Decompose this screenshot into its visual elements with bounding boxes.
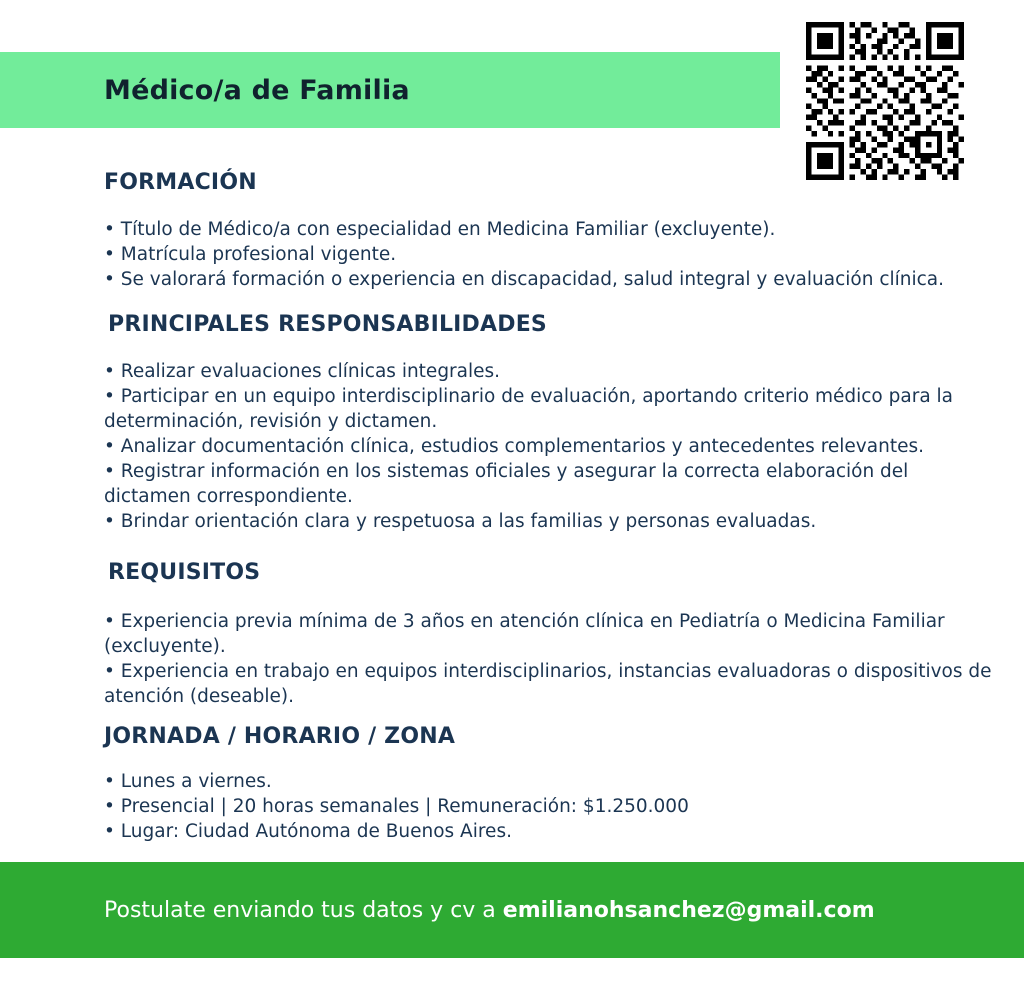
- section-requisitos: [104, 560, 1024, 709]
- list-item: • Brindar orientación clara y respetuosa a las familias y personas evaluadas.: [104, 511, 817, 532]
- section-heading: JORNADA / HORARIO / ZONA: [104, 724, 456, 749]
- list-item: • Realizar evaluaciones clínicas integrales.: [104, 361, 501, 382]
- list-item: • Experiencia en trabajo en equipos interdisciplinarios, instancias evaluadoras o dispositivos de atención (deseable).: [104, 661, 992, 707]
- list-item: • Experiencia previa mínima de 3 años en atención clínica en Pediatría o Medicina Familiar (excluyente).: [104, 611, 945, 657]
- section-responsabilidades: [104, 312, 1024, 534]
- bullet-list: [104, 359, 994, 534]
- list-item: • Se valorará formación o experiencia en discapacidad, salud integral y evaluación clínica.: [104, 269, 945, 290]
- list-item: • Matrícula profesional vigente.: [104, 244, 397, 265]
- bullet-list: [104, 769, 994, 844]
- section-heading: FORMACIÓN: [104, 170, 257, 195]
- section-heading: REQUISITOS: [108, 560, 261, 585]
- bullet-list: [104, 609, 994, 709]
- list-item: • Título de Médico/a con especialidad en Medicina Familiar (excluyente).: [104, 219, 776, 240]
- list-item: • Lugar: Ciudad Autónoma de Buenos Aires.: [104, 821, 512, 842]
- section-heading: PRINCIPALES RESPONSABILIDADES: [108, 312, 547, 337]
- list-item: • Registrar información en los sistemas oficiales y asegurar la correcta elaboración del dictamen correspondiente.: [104, 461, 909, 507]
- section-jornada: [104, 724, 1024, 844]
- page-title: Médico/a de Familia: [104, 74, 410, 106]
- apply-prefix: Postulate enviando tus datos y cv a: [104, 897, 503, 923]
- bullet-list: [104, 217, 994, 292]
- qr-code-svg: [806, 22, 964, 180]
- list-item: • Lunes a viernes.: [104, 771, 272, 792]
- footer-banner: [0, 862, 1024, 958]
- contact-email[interactable]: emilianohsanchez@gmail.com: [502, 897, 875, 923]
- bottom-strip: [0, 958, 1024, 1008]
- list-item: • Participar en un equipo interdisciplinario de evaluación, aportando criterio médico para la determinación, revisión y dictamen.: [104, 386, 954, 432]
- list-item: • Analizar documentación clínica, estudios complementarios y antecedentes relevantes.: [104, 436, 924, 457]
- list-item: • Presencial | 20 horas semanales | Remuneración: $1.250.000: [104, 796, 689, 817]
- section-formacion: [104, 170, 1024, 292]
- apply-instructions: [104, 898, 875, 923]
- qr-code-icon[interactable]: [806, 22, 964, 180]
- title-banner: [0, 52, 780, 128]
